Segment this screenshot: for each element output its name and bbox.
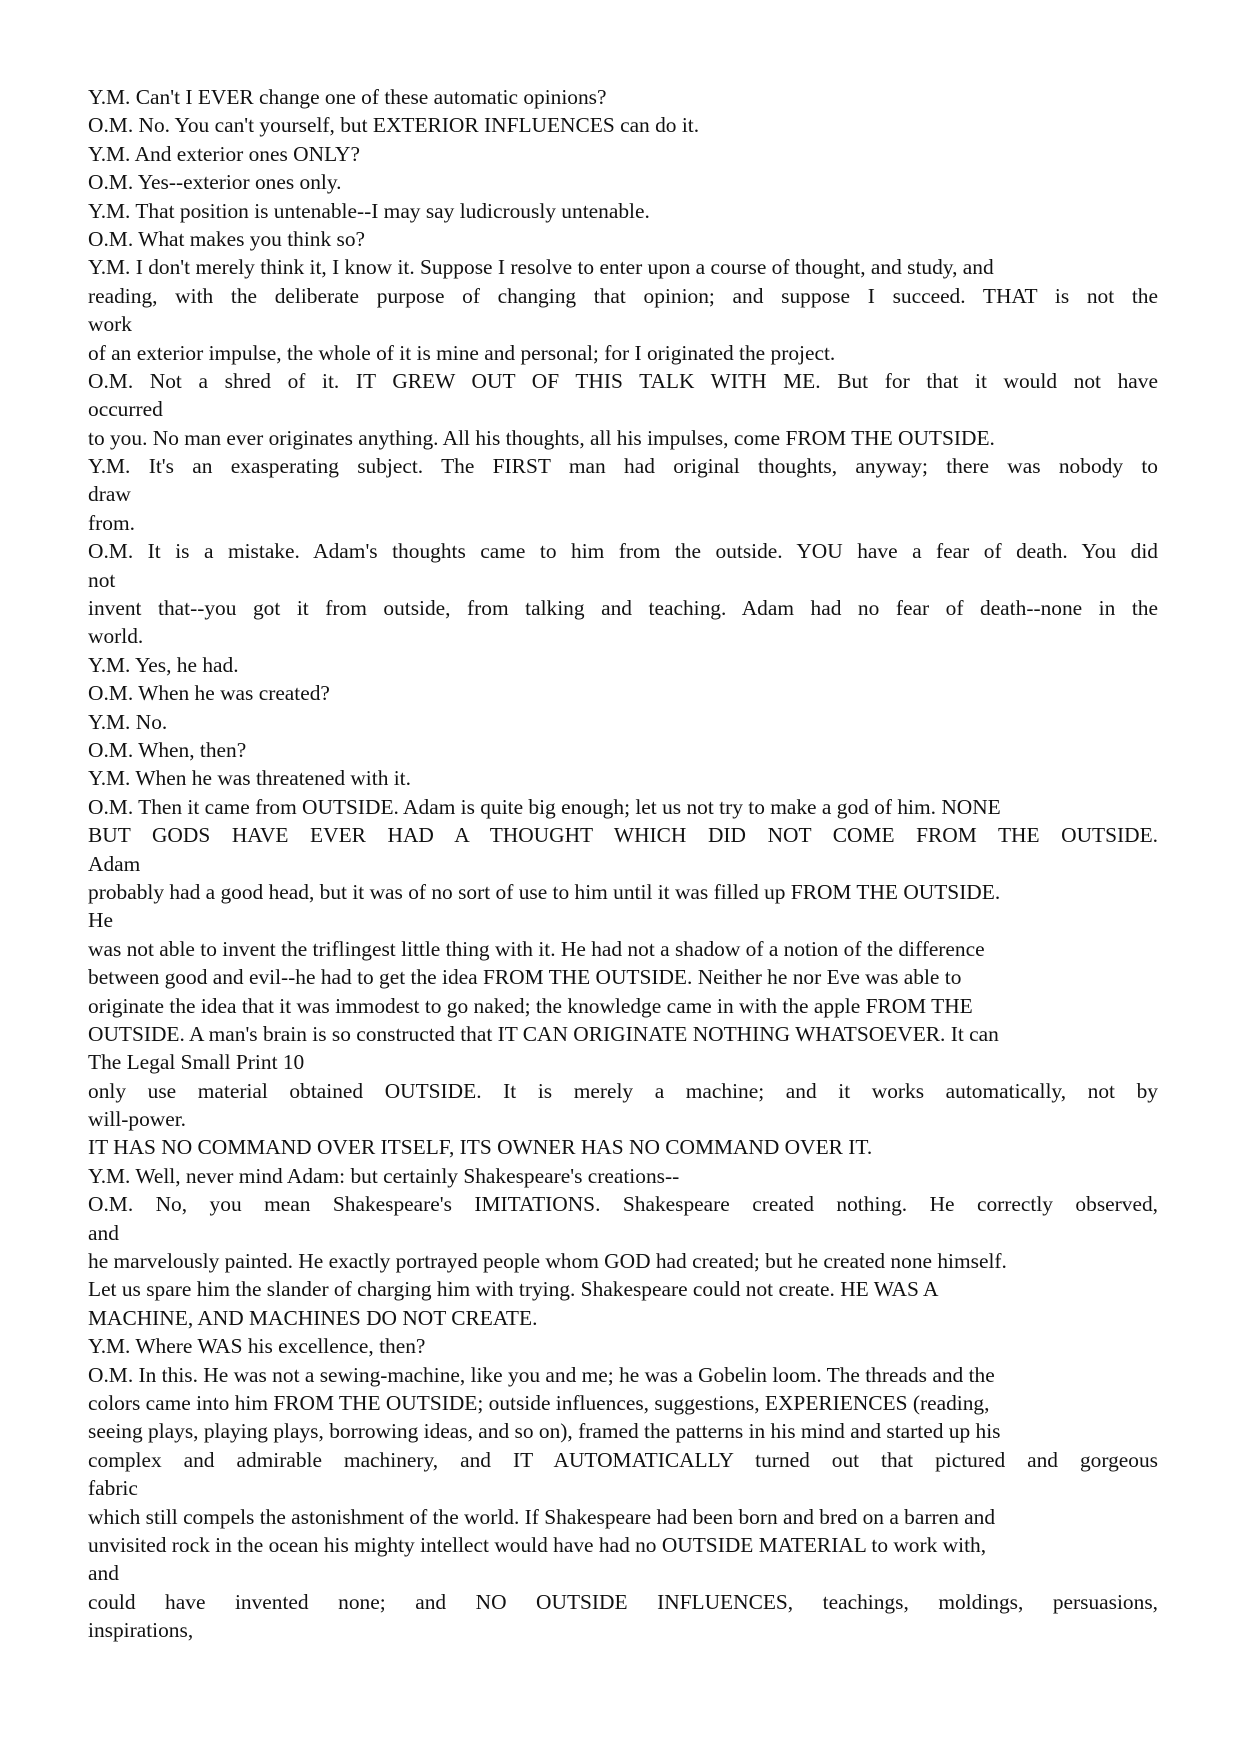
text-line: fabric <box>88 1476 138 1501</box>
text-line: IT HAS NO COMMAND OVER ITSELF, ITS OWNER HAS NO COMMAND OVER IT. <box>88 1135 873 1160</box>
text-line: probably had a good head, but it was of no sort of use to him until it was filled up FROM THE OUTSIDE. <box>88 879 1001 904</box>
text-line: BUT GODS HAVE EVER HAD A THOUGHT WHICH DID NOT COME FROM THE OUTSIDE. <box>88 823 1158 848</box>
text-line: complex and admirable machinery, and IT AUTOMATICALLY turned out that pictured and gorgeous <box>88 1447 1158 1472</box>
text-line: and <box>88 1561 119 1586</box>
text-line: to you. No man ever originates anything. All his thoughts, all his impulses, come FROM THE OUTSIDE. <box>88 425 995 450</box>
text-line: Y.M. And exterior ones ONLY? <box>88 141 360 166</box>
text-line: He <box>88 908 113 933</box>
text-line: and <box>88 1220 119 1245</box>
text-line: Y.M. Yes, he had. <box>88 652 239 677</box>
text-line: unvisited rock in the ocean his mighty intellect would have had no OUTSIDE MATERIAL to work with, <box>88 1532 987 1557</box>
text-line: originate the idea that it was immodest to go naked; the knowledge came in with the apple FROM THE <box>88 993 973 1018</box>
text-line: O.M. Then it came from OUTSIDE. Adam is quite big enough; let us not try to make a god of him. NONE <box>88 794 1001 819</box>
document-page <box>88 83 1158 1644</box>
text-line: Y.M. Where WAS his excellence, then? <box>88 1334 426 1359</box>
text-line: he marvelously painted. He exactly portrayed people whom GOD had created; but he created none himself. <box>88 1249 1007 1274</box>
text-line: occurred <box>88 397 163 422</box>
text-line: O.M. When, then? <box>88 737 247 762</box>
text-line: MACHINE, AND MACHINES DO NOT CREATE. <box>88 1305 538 1330</box>
text-line: reading, with the deliberate purpose of changing that opinion; and suppose I succeed. THAT is not the <box>88 283 1158 308</box>
text-line: from. <box>88 510 135 535</box>
text-line: Y.M. Well, never mind Adam: but certainly Shakespeare's creations-- <box>88 1163 680 1188</box>
text-line: O.M. No. You can't yourself, but EXTERIOR INFLUENCES can do it. <box>88 113 700 138</box>
text-line: The Legal Small Print 10 <box>88 1050 305 1075</box>
text-line: O.M. Yes--exterior ones only. <box>88 170 342 195</box>
text-line: Y.M. No. <box>88 709 168 734</box>
text-line: colors came into him FROM THE OUTSIDE; outside influences, suggestions, EXPERIENCES (reading, <box>88 1390 990 1415</box>
text-line: seeing plays, playing plays, borrowing ideas, and so on), framed the patterns in his mind and started up his <box>88 1419 1001 1444</box>
text-line: only use material obtained OUTSIDE. It is merely a machine; and it works automatically, not by <box>88 1078 1158 1103</box>
text-line: O.M. When he was created? <box>88 681 330 706</box>
text-line: O.M. What makes you think so? <box>88 226 366 251</box>
text-line: OUTSIDE. A man's brain is so constructed that IT CAN ORIGINATE NOTHING WHATSOEVER. It can <box>88 1021 999 1046</box>
text-line: inspirations, <box>88 1618 194 1643</box>
text-line: O.M. It is a mistake. Adam's thoughts came to him from the outside. YOU have a fear of death. You did <box>88 539 1158 564</box>
text-line: Y.M. It's an exasperating subject. The FIRST man had original thoughts, anyway; there was nobody to <box>88 454 1158 479</box>
text-line: not <box>88 567 116 592</box>
text-line: Y.M. Can't I EVER change one of these automatic opinions? <box>88 85 607 109</box>
text-line: Y.M. That position is untenable--I may say ludicrously untenable. <box>88 198 650 223</box>
text-line: Y.M. I don't merely think it, I know it. Suppose I resolve to enter upon a course of thought, and study, and <box>88 255 994 280</box>
text-line: O.M. In this. He was not a sewing-machine, like you and me; he was a Gobelin loom. The threads and the <box>88 1362 995 1387</box>
text-line: will-power. <box>88 1107 187 1132</box>
text-line: between good and evil--he had to get the idea FROM THE OUTSIDE. Neither he nor Eve was able to <box>88 965 962 990</box>
text-line: O.M. No, you mean Shakespeare's IMITATIONS. Shakespeare created nothing. He correctly observed, <box>88 1192 1158 1217</box>
text-line: which still compels the astonishment of the world. If Shakespeare had been born and bred on a barren and <box>88 1504 996 1529</box>
text-line: Adam <box>88 851 141 876</box>
text-line: was not able to invent the triflingest little thing with it. He had not a shadow of a notion of the difference <box>88 936 985 961</box>
text-line: invent that--you got it from outside, from talking and teaching. Adam had no fear of death--none in the <box>88 596 1158 621</box>
text-line: draw <box>88 482 131 507</box>
text-line: O.M. Not a shred of it. IT GREW OUT OF THIS TALK WITH ME. But for that it would not have <box>88 368 1158 393</box>
text-line: Y.M. When he was threatened with it. <box>88 766 411 791</box>
text-line: world. <box>88 624 144 649</box>
text-line: work <box>88 312 132 337</box>
text-line: of an exterior impulse, the whole of it is mine and personal; for I originated the project. <box>88 340 836 365</box>
text-line: Let us spare him the slander of charging him with trying. Shakespeare could not create. HE WAS A <box>88 1277 939 1302</box>
text-line: could have invented none; and NO OUTSIDE INFLUENCES, teachings, moldings, persuasions, <box>88 1589 1158 1614</box>
